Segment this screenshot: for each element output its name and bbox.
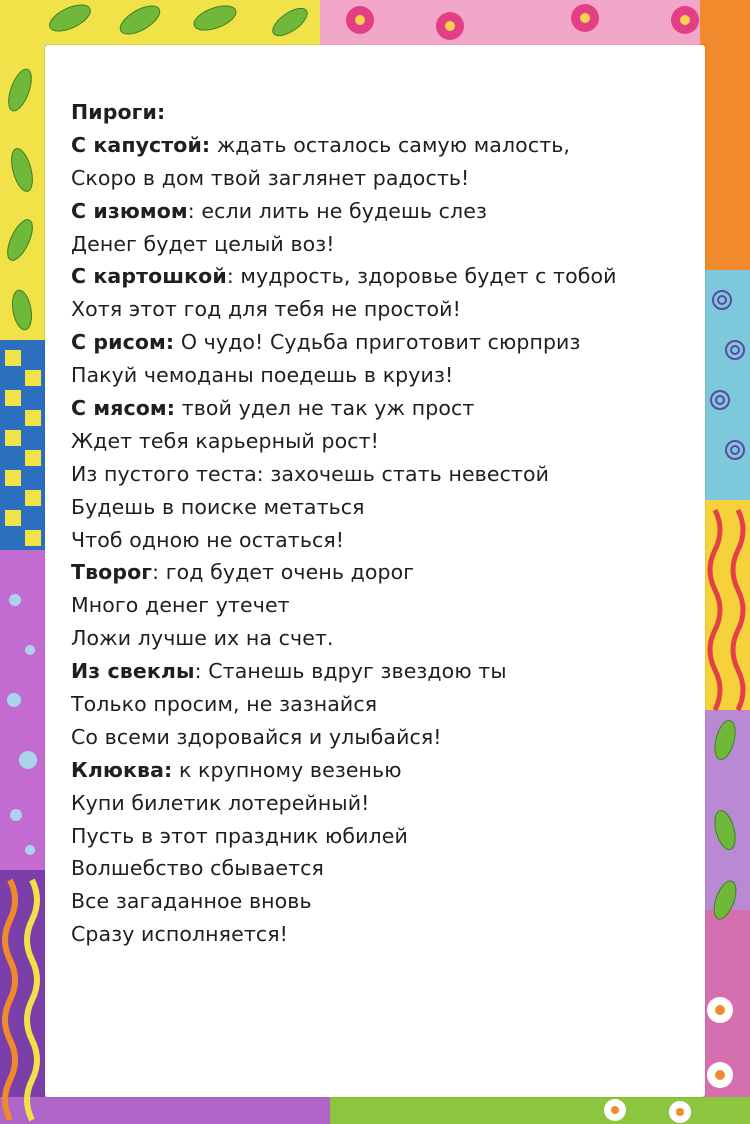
poem-line-text: Только просим, не зазнайся bbox=[71, 692, 378, 717]
poem-line bbox=[71, 556, 691, 589]
poem-line bbox=[71, 326, 691, 359]
poem-line bbox=[71, 852, 691, 885]
poem-line-heading: С рисом: bbox=[71, 330, 175, 355]
poem-line-text: Пакуй чемоданы поедешь в круиз! bbox=[71, 363, 454, 388]
poem-line-text: : если лить не будешь слез bbox=[187, 198, 487, 223]
poem-line bbox=[71, 392, 691, 425]
poem-line bbox=[71, 524, 691, 557]
poem-line-heading: С изюмом bbox=[71, 198, 188, 223]
poem-line bbox=[71, 589, 691, 622]
poem-title: Пироги: bbox=[71, 100, 166, 124]
poem-line-text: Ложи лучше их на счет. bbox=[71, 626, 334, 651]
poem-line bbox=[71, 293, 691, 326]
poem-line bbox=[71, 162, 691, 195]
poem-line bbox=[71, 260, 691, 293]
poem-line-heading: С картошкой bbox=[71, 264, 227, 289]
poem-line-text: Купи билетик лотерейный! bbox=[71, 790, 370, 815]
poem-line bbox=[71, 754, 691, 787]
poem-lines bbox=[71, 129, 691, 951]
poem-line-text: Чтоб одною не остаться! bbox=[71, 527, 345, 552]
poem-line bbox=[71, 622, 691, 655]
poem-line-text: : год будет очень дорог bbox=[152, 560, 415, 585]
poem-line-text: твой удел не так уж прост bbox=[175, 396, 475, 421]
poem-line-text: О чудо! Судьба приготовит сюрприз bbox=[174, 330, 581, 355]
poem-line-text: : мудрость, здоровье будет с тобой bbox=[226, 264, 617, 289]
poem-line-heading: Клюква: bbox=[71, 757, 173, 782]
poem-line bbox=[71, 359, 691, 392]
poem-line-text: Пусть в этот праздник юбилей bbox=[71, 823, 408, 848]
poem-line bbox=[71, 721, 691, 754]
poem-line bbox=[71, 688, 691, 721]
poem-line-heading: С капустой: bbox=[71, 132, 211, 157]
poem-line-heading: Из свеклы bbox=[71, 659, 195, 684]
poem-line-text: Скоро в дом твой заглянет радость! bbox=[71, 165, 470, 190]
poem-line-text: Из пустого теста: захочешь стать невестой bbox=[71, 461, 550, 486]
poem-line bbox=[71, 655, 691, 688]
poem-line-text: Много денег утечет bbox=[71, 593, 290, 618]
poem-line bbox=[71, 885, 691, 918]
poem-line-heading: С мясом: bbox=[71, 396, 176, 421]
poem bbox=[71, 96, 691, 951]
poem-line-text: Ждет тебя карьерный рост! bbox=[71, 428, 379, 453]
poem-line-text: Денег будет целый воз! bbox=[71, 231, 335, 256]
poem-line bbox=[71, 425, 691, 458]
poem-line bbox=[71, 820, 691, 853]
poem-line bbox=[71, 491, 691, 524]
poem-line bbox=[71, 195, 691, 228]
poem-line-heading: Творог bbox=[71, 560, 153, 585]
poem-line bbox=[71, 129, 691, 162]
poem-line-text: Хотя этот год для тебя не простой! bbox=[71, 297, 461, 322]
poem-line-text: ждать осталось самую малость, bbox=[210, 132, 571, 157]
poem-line-text: Со всеми здоровайся и улыбайся! bbox=[71, 724, 442, 749]
poem-line bbox=[71, 458, 691, 491]
poem-line-text: Сразу исполняется! bbox=[71, 922, 288, 947]
poem-line bbox=[71, 918, 691, 951]
poem-line bbox=[71, 228, 691, 261]
poem-line-text: Будешь в поиске метаться bbox=[71, 494, 365, 519]
poem-line-text: Волшебство сбывается bbox=[71, 856, 324, 881]
poem-line bbox=[71, 787, 691, 820]
poem-line-text: к крупному везенью bbox=[172, 757, 402, 782]
poem-line-text: : Станешь вдруг звездою ты bbox=[194, 659, 507, 684]
poem-line-text: Все загаданное вновь bbox=[71, 889, 312, 914]
